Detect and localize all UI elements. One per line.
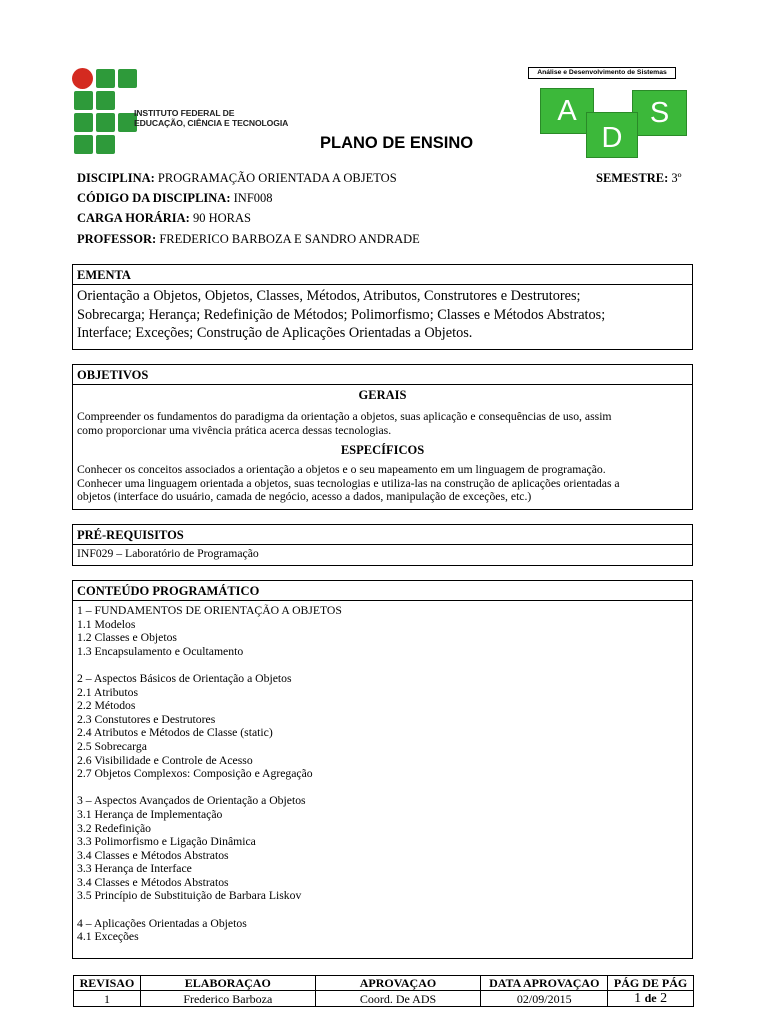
col-elaboracao: ELABORAÇAO bbox=[140, 976, 315, 991]
semestre-value: 3º bbox=[671, 171, 682, 185]
professor-row bbox=[77, 232, 420, 247]
conteudo-line: 1.2 Classes e Objetos bbox=[77, 631, 177, 645]
logo-square bbox=[96, 91, 115, 110]
semestre-label: SEMESTRE: bbox=[596, 171, 669, 185]
conteudo-line: 2.1 Atributos bbox=[77, 685, 139, 699]
disciplina-label: DISCIPLINA: bbox=[77, 171, 155, 185]
especificos-heading: ESPECÍFICOS bbox=[340, 443, 425, 458]
conteudo-spacer bbox=[77, 658, 688, 672]
ads-letter-a: A bbox=[540, 88, 594, 134]
objetivos-section bbox=[72, 364, 693, 510]
semestre-row bbox=[596, 171, 682, 186]
revision-table bbox=[73, 975, 694, 1007]
conteudo-line: 3.3 Polimorfismo e Ligação Dinâmica bbox=[77, 835, 256, 849]
logo-square bbox=[74, 135, 93, 154]
revision-table-header bbox=[74, 976, 694, 991]
pag-total: 2 bbox=[660, 991, 668, 1006]
codigo-value: INF008 bbox=[233, 191, 273, 205]
col-revisao: REVISAO bbox=[74, 976, 141, 991]
conteudo-line: 2.4 Atributos e Métodos de Classe (static) bbox=[77, 726, 273, 740]
conteudo-line: 3.4 Classes e Métodos Abstratos bbox=[77, 848, 229, 862]
cell-aprovacao: Coord. De ADS bbox=[315, 991, 481, 1007]
institution-name-line2: EDUCAÇÃO, CIÊNCIA E TECNOLOGIA bbox=[134, 118, 289, 128]
ementa-heading: EMENTA bbox=[73, 265, 692, 285]
codigo-row bbox=[77, 191, 273, 206]
ementa-line: Orientação a Objetos, Objetos, Classes, Métodos, Atributos, Construtores e Destrutores; bbox=[77, 288, 581, 304]
logo-square bbox=[96, 135, 115, 154]
disciplina-value: PROGRAMAÇÃO ORIENTADA A OBJETOS bbox=[157, 171, 397, 185]
conteudo-line: 1.3 Encapsulamento e Ocultamento bbox=[77, 644, 244, 658]
conteudo-line: 2.5 Sobrecarga bbox=[77, 739, 147, 753]
conteudo-line: 4 – Aplicações Orientadas a Objetos bbox=[77, 916, 247, 930]
gerais-heading: GERAIS bbox=[358, 388, 407, 402]
conteudo-line: 3.5 Princípio de Substituição de Barbara Liskov bbox=[77, 889, 302, 903]
conteudo-line: 3.2 Redefinição bbox=[77, 821, 151, 835]
revision-table-row bbox=[74, 991, 694, 1007]
col-aprovacao: APROVAÇAO bbox=[315, 976, 481, 991]
institution-name-line1: INSTITUTO FEDERAL DE bbox=[134, 108, 235, 118]
cell-revisao: 1 bbox=[74, 991, 141, 1007]
objetivos-heading: OBJETIVOS bbox=[73, 365, 692, 385]
professor-value: FREDERICO BARBOZA E SANDRO ANDRADE bbox=[159, 232, 420, 246]
carga-row bbox=[77, 211, 251, 226]
logo-square bbox=[118, 69, 137, 88]
codigo-label: CÓDIGO DA DISCIPLINA: bbox=[77, 191, 231, 205]
cell-elaboracao: Frederico Barboza bbox=[140, 991, 315, 1007]
prerequisitos-heading: PRÉ-REQUISITOS bbox=[73, 525, 692, 545]
page-title: PLANO DE ENSINO bbox=[320, 134, 474, 152]
conteudo-line: 3.1 Herança de Implementação bbox=[77, 807, 223, 821]
conteudo-line: 3.4 Classes e Métodos Abstratos bbox=[77, 875, 229, 889]
logo-square bbox=[96, 69, 115, 88]
conteudo-line: 2.2 Métodos bbox=[77, 699, 136, 713]
logo-square bbox=[74, 91, 93, 110]
conteudo-body bbox=[73, 601, 692, 944]
logo-square bbox=[74, 113, 93, 132]
especificos-line: Conhecer os conceitos associados a orientação a objetos e o seu mapeamento em um linguagem de programação. bbox=[77, 463, 606, 477]
disciplina-row bbox=[77, 171, 397, 186]
conteudo-line: 2.6 Visibilidade e Controle de Acesso bbox=[77, 753, 253, 767]
conteudo-line: 1 – FUNDAMENTOS DE ORIENTAÇÃO A OBJETOS bbox=[77, 604, 342, 617]
conteudo-section bbox=[72, 580, 693, 959]
conteudo-line: 3.3 Herança de Interface bbox=[77, 862, 192, 876]
prerequisitos-section bbox=[72, 524, 693, 566]
cell-pag bbox=[608, 991, 694, 1007]
conteudo-spacer bbox=[77, 781, 688, 795]
especificos-line: Conhecer uma linguagem orientada a objetos, suas tecnologias e utiliza-las na construção de aplicações orientadas a bbox=[77, 476, 620, 490]
especificos-body bbox=[73, 463, 692, 504]
ementa-body bbox=[73, 285, 692, 345]
cell-data: 02/09/2015 bbox=[481, 991, 608, 1007]
pag-atual: 1 bbox=[634, 991, 642, 1006]
col-data-aprovacao: DATA APROVAÇAO bbox=[481, 976, 608, 991]
ementa-line: Sobrecarga; Herança; Redefinição de Métodos; Polimorfismo; Classes e Métodos Abstratos; bbox=[77, 306, 606, 323]
conteudo-line: 2.3 Constutores e Destrutores bbox=[77, 712, 216, 726]
logo-red-circle bbox=[72, 68, 93, 89]
conteudo-spacer bbox=[77, 903, 688, 917]
col-pag-de-pag: PÁG DE PÁG bbox=[608, 976, 694, 991]
gerais-body bbox=[73, 410, 692, 437]
conteudo-line: 1.1 Modelos bbox=[77, 617, 136, 631]
carga-value: 90 HORAS bbox=[192, 211, 251, 225]
pag-de: de bbox=[644, 991, 657, 1005]
ads-letter-s: S bbox=[632, 90, 687, 136]
ementa-line: Interface; Exceções; Construção de Aplicações Orientadas a Objetos. bbox=[77, 325, 473, 341]
conteudo-heading: CONTEÚDO PROGRAMÁTICO bbox=[73, 581, 692, 601]
gerais-line: como proporcionar uma vivência prática acerca dessas tecnologias. bbox=[77, 423, 392, 437]
conteudo-line: 2.7 Objetos Complexos: Composição e Agregação bbox=[77, 767, 313, 781]
institution-logo bbox=[70, 68, 290, 158]
ads-letter-d: D bbox=[586, 112, 638, 158]
ads-caption: Análise e Desenvolvimento de Sistemas bbox=[528, 67, 676, 79]
especificos-line: objetos (interface do usuário, camada de negócio, acesso a dados, manipulação de exceções, etc.) bbox=[77, 490, 532, 504]
conteudo-line: 3 – Aspectos Avançados de Orientação a Objetos bbox=[77, 794, 306, 808]
conteudo-line: 4.1 Exceções bbox=[77, 930, 139, 944]
conteudo-line: 2 – Aspectos Básicos de Orientação a Objetos bbox=[77, 671, 292, 685]
professor-label: PROFESSOR: bbox=[77, 232, 157, 246]
carga-label: CARGA HORÁRIA: bbox=[77, 211, 190, 225]
logo-square bbox=[96, 113, 115, 132]
ementa-section bbox=[72, 264, 693, 350]
prerequisitos-text: INF029 – Laboratório de Programação bbox=[77, 547, 259, 560]
gerais-line: Compreender os fundamentos do paradigma da orientação a objetos, suas aplicação e consequências de uso, assim bbox=[77, 410, 612, 423]
